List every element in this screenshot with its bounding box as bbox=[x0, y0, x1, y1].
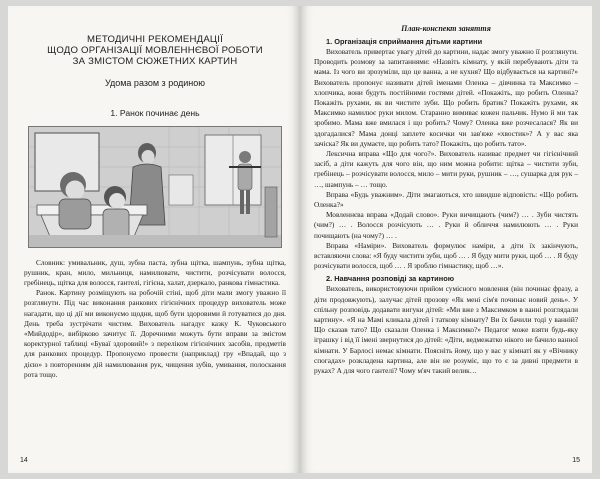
bathroom-illustration bbox=[28, 126, 282, 248]
paragraph: Вправа «Наміри». Вихователь формулює наміри, а діти їх закінчують, вставляючи слова: «Я буду чистити зуби, щоб … . Я буду мити руки, щоб … . Я буду розчісувати волосся, щоб … . Я зроблю гімнастику, щоб …». bbox=[314, 240, 578, 271]
section-heading-2: 2. Навчання розповіді за картиною bbox=[326, 274, 455, 284]
section-title: 1. Ранок починає день bbox=[110, 107, 200, 118]
paragraph: Вихователь, використовуючи прийом сумісного мовлення (він починає фразу, а діти продовжують), залучає дітей прозову «Як мені сім'я починає новий день». У спільну розповідь додавати вигуки дітей: «Ми вже з Максимком в ванні розглядали картину». «Я на Мамі кликала дітей і таткову кімнату? Ви їх бачили тоді у ванній? Що сказав тато? Що сказали Оленка і Максимко?» Педагог може взяти будь-яку іграшку і від її імені звернутися до дітей: «Діти, ведмежатко нікого не бачило ванної кімнати. У Барлосі немає кімнати. Поясніть йому, що у вас у кімнаті як у «Вічнику спогадах» розкладена картина, але він не розуміє, що то є за дивні предмети в руках? А для чого гантелі? Чому м'яч такий велик… bbox=[314, 284, 578, 376]
paragraph: Лексична вправа «Що для чого?». Вихователь називає предмет чи гігієнічний засіб, а діти кажуть для чого він, що ним можна робити: щітка – чистити зуби, гребінець – розчісувати волосся, мило – мити руки, рушник – …, сушарка для рук – …, шампунь – … тощо. bbox=[314, 149, 578, 189]
paragraph: Мовленнєва вправа «Додай слово». Руки вичищають (чим?) … . Зуби чистять (чим?) … . Волосся розчісують … . Руки й обличчя намилюють … . Руки почищають (на чому?) … . bbox=[314, 210, 578, 240]
chapter-subtitle: Удома разом з родиною bbox=[104, 77, 206, 88]
paragraph: Вихователь привертає увагу дітей до картини, надає змогу уважно її розглянути. Проводить розмову за запитаннями: «Назвіть кімнату, у якій перебувають діти та мама. Із чого ви зрозуміли, що це ванна, а не кухня? Що відбувається на картині?» Вихователь пропонує називати дітей іменами Оленка – дівчинка та Максимко – хлопчика, вони будуть постійними гостями дітей. «Покажіть, що робить Оленка? Покажіть рухами, як ви чистите зуби. Що робить братик? Покажіть рухами, як Максимко намилює руки милом. Старанно вимиває кожен пальчик. Нумо й ми так зробимо. Мама вже вмилася і що робить? Чому? Оленка вже розчесалася? Як ви здогадалися? Мама донці заплете косички чи зав'яже «хвостик»? А у вас яка зачіска? Як ви думаєте, що робить тато? Покажіть, що робить тато». bbox=[314, 47, 578, 148]
vocabulary-paragraph: Словник: умивальник, душ, зубна паста, зубна щітка, шампунь, зубна щітка, рушник, кран, мило, мильниця, намилювати, чистити, розчісувати волосся, гребінець, щітка для волосся, гантелі, гігієна, халат, дзеркало, ранкова гімнастика. bbox=[24, 257, 286, 288]
section-heading-1: 1. Організація сприймання дітьми картини bbox=[326, 37, 483, 46]
right-page bbox=[300, 6, 592, 473]
plan-title: План-конспект заняття bbox=[401, 24, 491, 33]
paragraph: Вправа «Будь уважним». Діти змагаються, хто швидше відповість: «Що робить Оленка?» bbox=[314, 189, 578, 210]
page-title-line-3: ЗА ЗМІСТОМ СЮЖЕТНИХ КАРТИН bbox=[72, 56, 238, 68]
page-title-line-2: ЩОДО ОРГАНІЗАЦІЇ МОВЛЕННЄВОЇ РОБОТИ bbox=[47, 45, 263, 57]
page-title-line-1: МЕТОДИЧНІ РЕКОМЕНДАЦІЇ bbox=[87, 34, 223, 45]
book-spread bbox=[8, 6, 592, 473]
left-page bbox=[8, 6, 300, 473]
page-number-right: 15 bbox=[572, 457, 580, 464]
page-number-left: 14 bbox=[20, 457, 28, 464]
lesson-paragraph: Ранок. Картину розміщують на робочій стіні, щоб діти мали змогу уважно її розглянути. Під час виконання ранкових гігієнічних процедур вихователь може нагадати, що ці дії ми виконуємо щодня, щоб бути здоровими й готуватися до дня. День треба зустрічати чистим. Вихователь нагадує казку К. Чуковського «Мийдодір», вибірково зачитує її. Доречними можуть бути вправи за змістом коректурної таблиці «Буваї здоровий!» з переліком гігієнічних засобів, предметів для ранкових процедур. Пропонуємо провести (наприклад) гру «Впадай, що з дією» з повторенням дій намилювання рук, чищення зубів, умивання, полоскання рота тощо. bbox=[24, 288, 286, 379]
